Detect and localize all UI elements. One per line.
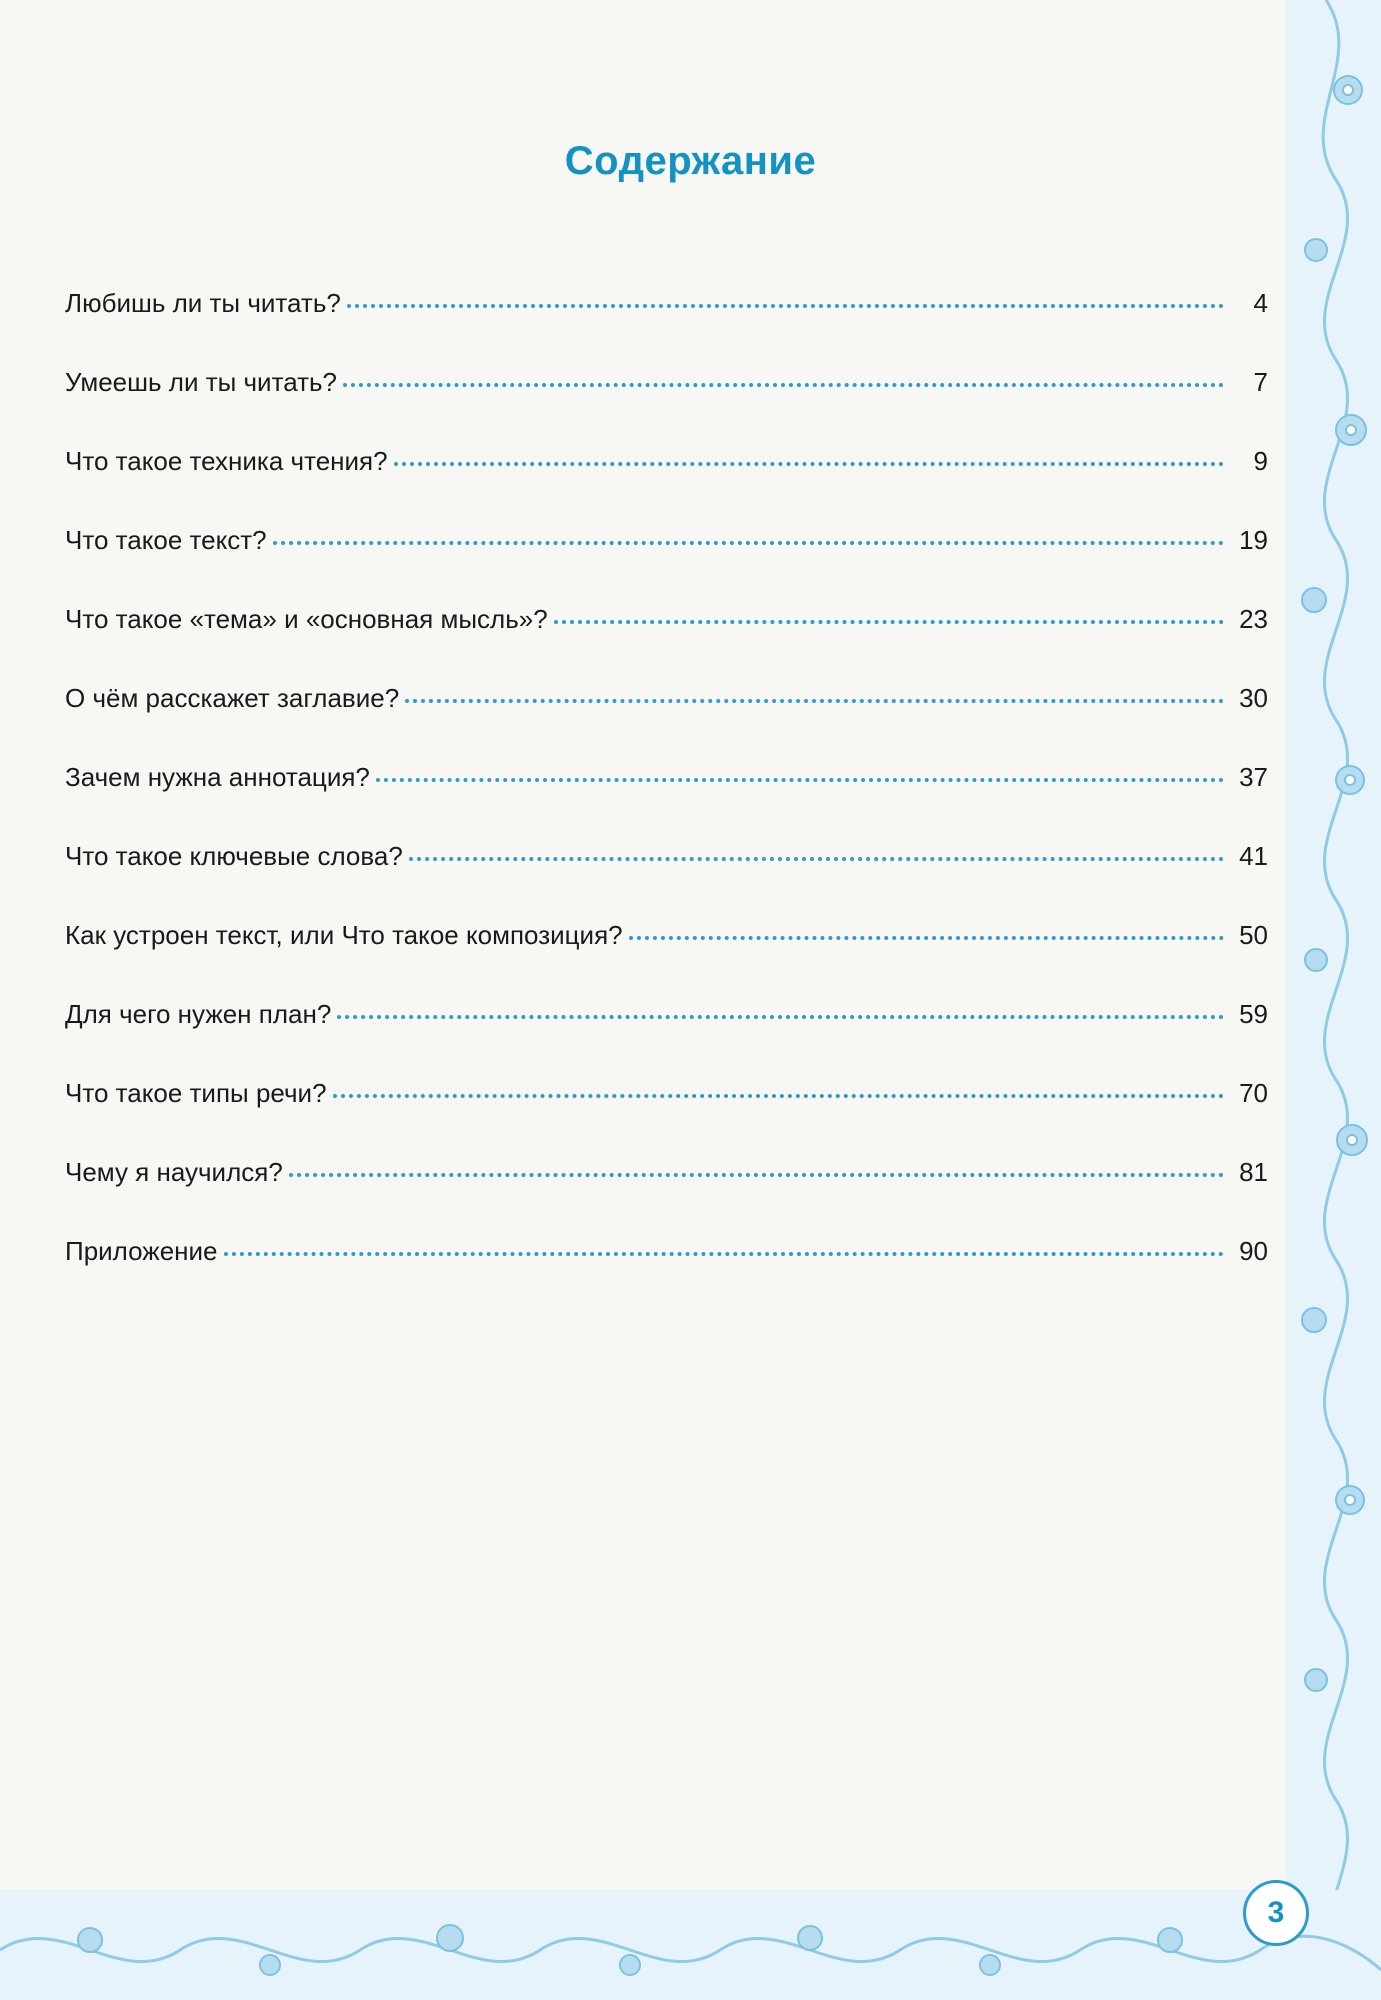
toc-entry (65, 288, 1268, 367)
toc-entry (65, 446, 1268, 525)
toc-entry-page: 90 (1239, 1236, 1268, 1266)
dot-leader (343, 383, 1224, 387)
toc-entry (65, 920, 1268, 999)
toc-entry-page: 37 (1239, 762, 1268, 792)
toc-entry (65, 762, 1268, 841)
toc-entry (65, 525, 1268, 604)
floral-border-right-icon (1286, 0, 1381, 2000)
toc-entry (65, 1157, 1268, 1236)
dot-leader (394, 462, 1224, 466)
toc-entry (65, 841, 1268, 920)
dot-leader (347, 304, 1224, 308)
toc-entry (65, 604, 1268, 683)
toc-entry-title: Что такое типы речи? (65, 1078, 327, 1108)
toc-entry-title: Чему я научился? (65, 1157, 283, 1187)
toc-entry (65, 1236, 1268, 1315)
toc-entry-title: Приложение (65, 1236, 218, 1266)
toc-entry-page: 7 (1253, 367, 1268, 397)
toc-entry (65, 999, 1268, 1078)
toc-entry-page: 23 (1239, 604, 1268, 634)
toc-entry-page: 81 (1239, 1157, 1268, 1187)
table-of-contents (65, 288, 1268, 1315)
page-number-badge (1243, 1880, 1309, 1946)
toc-entry-title: Что такое «тема» и «основная мысль»? (65, 604, 548, 634)
toc-entry-page: 41 (1239, 841, 1268, 871)
dot-leader (224, 1252, 1225, 1256)
toc-entry (65, 683, 1268, 762)
toc-entry-title: Любишь ли ты читать? (65, 288, 341, 318)
dot-leader (405, 699, 1224, 703)
toc-entry-page: 9 (1253, 446, 1268, 476)
toc-entry (65, 1078, 1268, 1157)
toc-entry-page: 4 (1253, 288, 1268, 318)
toc-entry-page: 70 (1239, 1078, 1268, 1108)
toc-entry-title: Что такое ключевые слова? (65, 841, 403, 871)
dot-leader (337, 1015, 1224, 1019)
floral-border-bottom-icon (0, 1820, 1381, 2000)
toc-entry (65, 367, 1268, 446)
dot-leader (629, 936, 1224, 940)
toc-entry-page: 59 (1239, 999, 1268, 1029)
toc-entry-page: 50 (1239, 920, 1268, 950)
dot-leader (376, 778, 1224, 782)
dot-leader (289, 1173, 1224, 1177)
toc-entry-page: 30 (1239, 683, 1268, 713)
toc-entry-title: О чём расскажет заглавие? (65, 683, 400, 713)
toc-entry-title: Для чего нужен план? (65, 999, 332, 1029)
dot-leader (333, 1094, 1224, 1098)
toc-entry-title: Что такое техника чтения? (65, 446, 388, 476)
toc-entry-title: Умеешь ли ты читать? (65, 367, 337, 397)
toc-entry-title: Как устроен текст, или Что такое композиция? (65, 920, 623, 950)
page-number: 3 (1267, 1896, 1285, 1929)
page-title: Содержание (564, 138, 817, 183)
toc-entry-page: 19 (1239, 525, 1268, 555)
dot-leader (554, 620, 1224, 624)
dot-leader (273, 541, 1224, 545)
dot-leader (409, 857, 1224, 861)
toc-entry-title: Что такое текст? (65, 525, 267, 555)
toc-entry-title: Зачем нужна аннотация? (65, 762, 370, 792)
